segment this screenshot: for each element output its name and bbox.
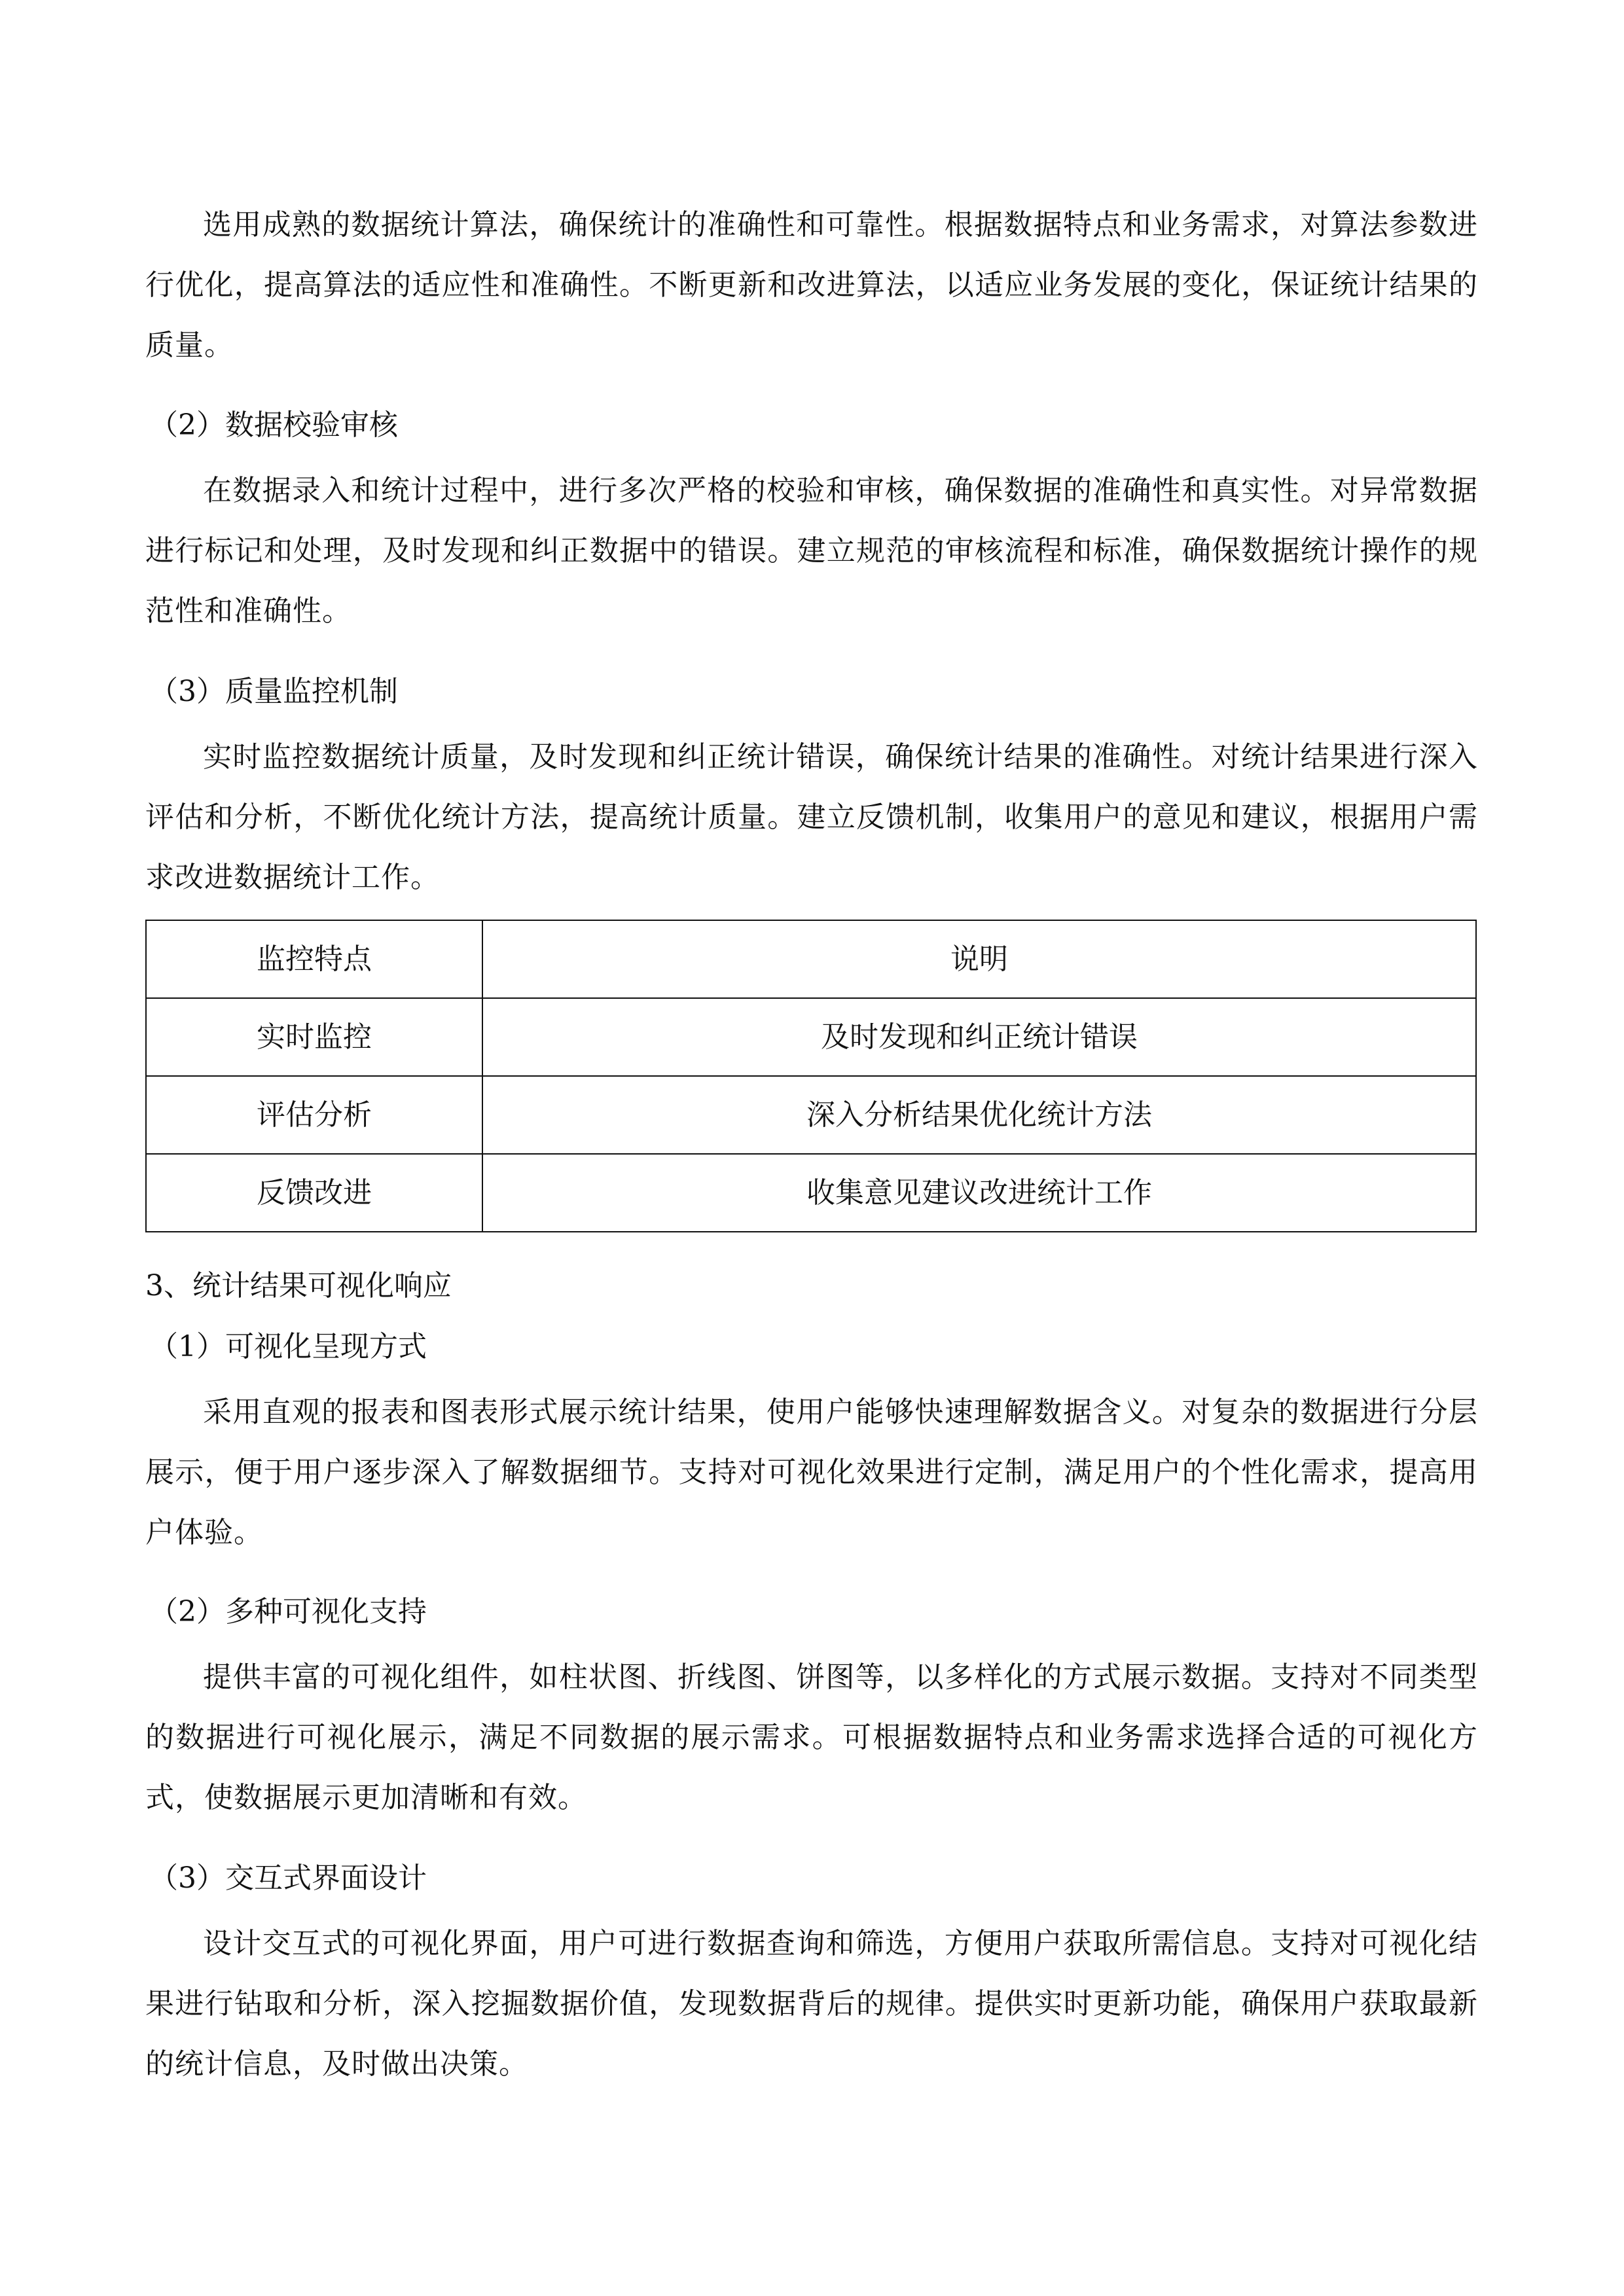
table-cell: 实时监控 [146,998,482,1076]
heading-visualization-presentation: （1）可视化呈现方式 [149,1330,427,1363]
table-cell: 评估分析 [146,1076,482,1154]
table-header-row [146,920,1476,998]
paragraph-visualization-support: 提供丰富的可视化组件，如柱状图、折线图、饼图等，以多样化的方式展示数据。支持对不同类型的数据进行可视化展示，满足不同数据的展示需求。可根据数据特点和业务需求选择合适的可视化方式，使数据展示更加清晰和有效。 [145,1660,1478,1814]
section-title-visualization: 3、统计结果可视化响应 [145,1269,452,1302]
paragraph-data-validation: 在数据录入和统计过程中，进行多次严格的校验和审核，确保数据的准确性和真实性。对异常数据进行标记和处理，及时发现和纠正数据中的错误。建立规范的审核流程和标准，确保数据统计操作的规范性和准确性。 [145,474,1478,628]
heading-data-validation: （2）数据校验审核 [149,408,398,442]
heading-quality-monitoring: （3）质量监控机制 [149,675,398,708]
paragraph-quality-monitoring: 实时监控数据统计质量，及时发现和纠正统计错误，确保统计结果的准确性。对统计结果进行深入评估和分析，不断优化统计方法，提高统计质量。建立反馈机制，收集用户的意见和建议，根据用户需求改进数据统计工作。 [145,740,1478,894]
paragraph-interactive-design: 设计交互式的可视化界面，用户可进行数据查询和筛选，方便用户获取所需信息。支持对可视化结果进行钻取和分析，深入挖掘数据价值，发现数据背后的规律。提供实时更新功能，确保用户获取最新的统计信息，及时做出决策。 [145,1927,1478,2081]
monitoring-table [145,920,1477,1232]
table-header-cell: 监控特点 [146,920,482,998]
paragraph-visualization-presentation: 采用直观的报表和图表形式展示统计结果，使用户能够快速理解数据含义。对复杂的数据进行分层展示，便于用户逐步深入了解数据细节。支持对可视化效果进行定制，满足用户的个性化需求，提高用户体验。 [145,1395,1478,1549]
table-header-cell: 说明 [482,920,1476,998]
table-cell: 深入分析结果优化统计方法 [482,1076,1476,1154]
table-cell: 及时发现和纠正统计错误 [482,998,1476,1076]
table-row [146,1076,1476,1154]
table-row [146,1154,1476,1232]
paragraph-algorithm-selection: 选用成熟的数据统计算法，确保统计的准确性和可靠性。根据数据特点和业务需求，对算法参数进行优化，提高算法的适应性和准确性。不断更新和改进算法，以适应业务发展的变化，保证统计结果的质量。 [145,208,1478,362]
heading-interactive-design: （3）交互式界面设计 [149,1861,427,1895]
heading-visualization-support: （2）多种可视化支持 [149,1595,427,1628]
table-cell: 收集意见建议改进统计工作 [482,1154,1476,1232]
table-row [146,998,1476,1076]
table-cell: 反馈改进 [146,1154,482,1232]
